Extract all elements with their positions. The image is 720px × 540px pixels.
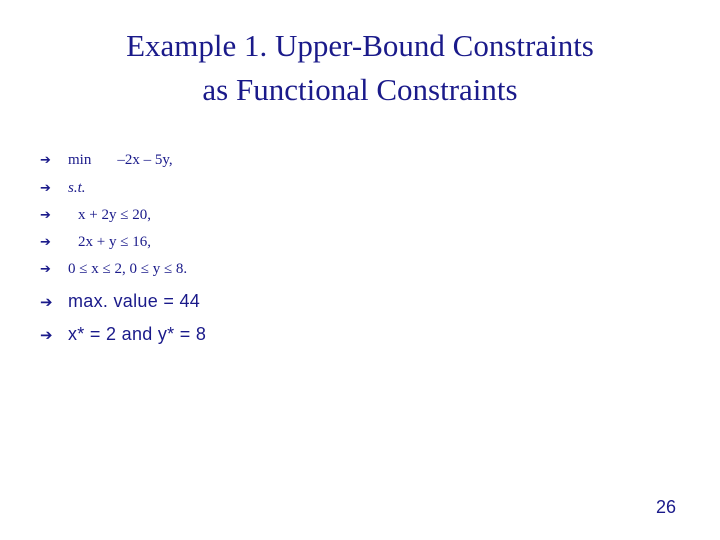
arrow-icon: ➔: [40, 153, 51, 168]
page-number: 26: [655, 497, 676, 517]
title-line-2: as Functional Constraints: [202, 72, 518, 107]
bullet-max-value: [40, 291, 200, 312]
constraint-2-text: 2x + y ≤ 16,: [78, 234, 151, 250]
arrow-icon: ➔: [40, 181, 51, 196]
arrow-icon: ➔: [40, 235, 51, 250]
arrow-icon: ➔: [40, 325, 53, 344]
arrow-icon: ➔: [40, 208, 51, 223]
subject-to-label: s.t.: [68, 180, 86, 196]
bullet-list: [40, 0, 680, 540]
constraint-1-text: x + 2y ≤ 20,: [78, 207, 151, 223]
bullet-optimal-solution: [40, 324, 206, 345]
optimal-solution-text: x* = 2 and y* = 8: [68, 324, 207, 344]
objective-label: min: [68, 152, 92, 168]
bullet-bounds: [40, 261, 187, 278]
bounds-text: 0 ≤ x ≤ 2, 0 ≤ y ≤ 8.: [68, 261, 188, 277]
bullet-objective: [40, 152, 173, 169]
arrow-icon: ➔: [40, 292, 53, 311]
objective-expression: –2x – 5y,: [117, 152, 173, 168]
bullet-constraint-2: [40, 234, 151, 251]
bullet-constraint-1: [40, 207, 151, 224]
bullet-subject-to: [40, 180, 86, 197]
title-line-1: Example 1. Upper-Bound Constraints: [126, 28, 594, 63]
arrow-icon: ➔: [40, 262, 51, 277]
max-value-text: max. value = 44: [68, 291, 201, 311]
